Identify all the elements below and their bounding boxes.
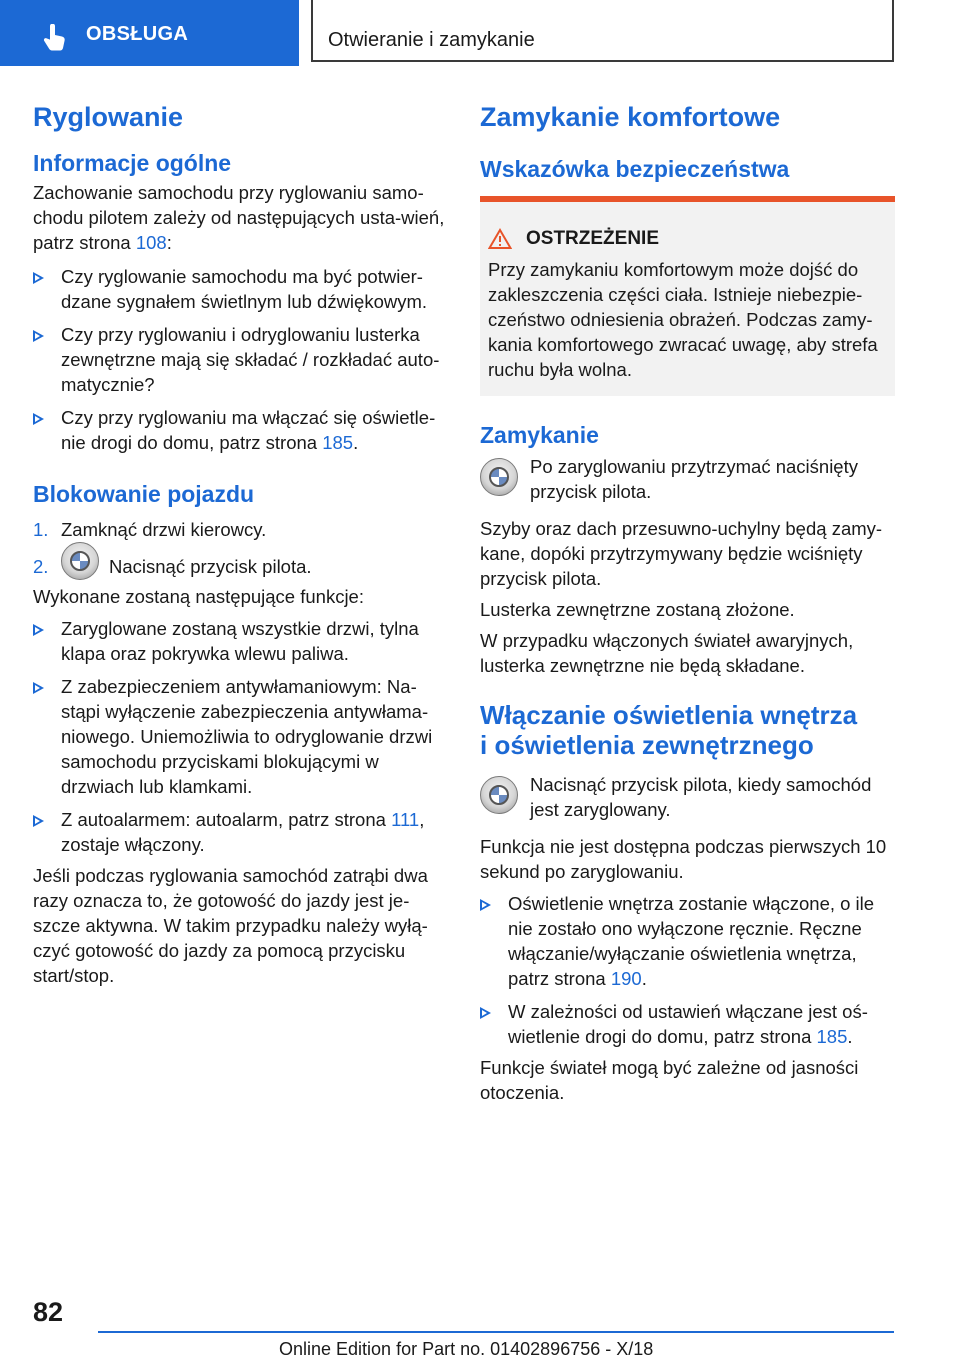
- right-column: [480, 100, 895, 1105]
- list-item: Czy przy ryglowaniu i odryglowaniu lusterka zewnętrzne mają się składać / rozkładać auto-matycznie?: [33, 322, 445, 397]
- heading-vehicle-lock: Blokowanie pojazdu: [33, 481, 255, 507]
- edition-text: Online Edition for Part no. 01402896756 - X/18: [279, 1339, 654, 1359]
- lights-p2: Funkcje świateł mogą być zależne od jasności otoczenia.: [480, 1057, 859, 1103]
- lights-p1: Funkcja nie jest dostępna podczas pierwszych 10 sekund po zaryglowaniu.: [480, 836, 887, 882]
- warning-title: OSTRZEŻENIE: [526, 228, 660, 249]
- section-tab[interactable]: [0, 0, 299, 66]
- heading-lights: Włączanie oświetlenia wnętrza i oświetlenia zewnętrznego: [480, 700, 858, 760]
- footer-divider: [98, 1331, 894, 1333]
- page-link-185[interactable]: 185: [816, 1026, 848, 1047]
- bullet-triangle-icon: [33, 413, 44, 425]
- closing-p2: Lusterka zewnętrzne zostaną złożone.: [480, 599, 795, 620]
- chapter-title: Otwieranie i zamykanie: [328, 29, 535, 51]
- heading-closing: Zamykanie: [480, 422, 599, 448]
- bullet-triangle-icon: [480, 1007, 491, 1019]
- list-item: W zależności od ustawień włączane jest oś-wietlenie drogi do domu, patrz strona 185.: [480, 999, 895, 1049]
- step-2: 2. Nacisnąć przycisk pilota.: [33, 554, 445, 580]
- page-link-108[interactable]: 108: [135, 232, 167, 253]
- closing-p3: W przypadku włączonych świateł awaryjnych, lusterka zewnętrzne nie będą składane.: [480, 630, 854, 676]
- bullet-triangle-icon: [33, 272, 44, 284]
- remote-key-icon: [61, 542, 99, 580]
- bullet-triangle-icon: [33, 330, 44, 342]
- function-bullets: [33, 616, 445, 857]
- remote-key-icon: [480, 458, 518, 496]
- lights-icon-paragraph: Nacisnąć przycisk pilota, kiedy samochód jest zaryglowany.: [480, 772, 895, 822]
- page-link-190[interactable]: 190: [610, 968, 642, 989]
- list-item: Oświetlenie wnętrza zostanie włączone, o ile nie zostało ono wyłączone ręcznie. Ręczne włączanie/wyłączanie oświetlenia wnętrza, patrz strona 190.: [480, 891, 895, 991]
- section-label: OBSŁUGA: [86, 23, 189, 45]
- left-column: [33, 100, 445, 988]
- warning-header: [488, 226, 885, 251]
- list-item: Z zabezpieczeniem antywłamaniowym: Na-stąpi wyłączenie zabezpieczenia antywłama-niowego. Uniemożliwia to odryglowanie drzwi samochodu przyciskami blokującymi w drzwiach lub klamkami.: [33, 674, 445, 799]
- closing-icon-paragraph: Po zaryglowaniu przytrzymać naciśnięty przycisk pilota.: [480, 454, 895, 504]
- list-item: Czy przy ryglowaniu ma włączać się oświetle-nie drogi do domu, patrz strona 185.: [33, 405, 445, 455]
- bullet-triangle-icon: [33, 815, 44, 827]
- list-item: Czy ryglowanie samochodu ma być potwier-dzane sygnałem świetlnym lub dźwiękowym.: [33, 264, 445, 314]
- heading-safety-note: Wskazówka bezpieczeństwa: [480, 156, 790, 182]
- warning-triangle-icon: [488, 228, 512, 250]
- bullet-triangle-icon: [33, 682, 44, 694]
- closing-p1: Szyby oraz dach przesuwno-uchylny będą zamy-kane, dopóki przytrzymywany będzie wciśnięty przycisk pilota.: [480, 518, 883, 589]
- heading-ryglowanie: Ryglowanie: [33, 102, 184, 132]
- general-bullets: [33, 264, 445, 455]
- chapter-tab: [311, 0, 894, 62]
- general-intro: Zachowanie samochodu przy ryglowaniu samo-chodu pilotem zależy od następujących usta-wień, patrz strona 108:: [33, 182, 445, 253]
- warning-box: [480, 196, 895, 396]
- warning-text: Przy zamykaniu komfortowym może dojść do zakleszczenia części ciała. Istnieje niebezpie-czeństwo odniesienia obrażeń. Podczas zamy-kania komfortowego zwracać uwagę, aby strefa ruchu była wolna.: [488, 259, 878, 380]
- bullet-triangle-icon: [480, 899, 491, 911]
- heading-general-info: Informacje ogólne: [33, 150, 232, 176]
- page-header: [0, 0, 960, 66]
- page-link-111[interactable]: 111: [391, 809, 420, 831]
- page-link-185[interactable]: 185: [322, 432, 354, 453]
- remote-key-icon: [480, 776, 518, 814]
- step-1: 1. Zamknąć drzwi kierowcy.: [33, 519, 267, 540]
- bullet-triangle-icon: [33, 624, 44, 636]
- functions-intro: Wykonane zostaną następujące funkcje:: [33, 586, 364, 608]
- hand-pointer-icon: [40, 24, 68, 52]
- lights-bullets: [480, 891, 895, 1049]
- page-number: 82: [33, 1297, 64, 1327]
- list-item: Zaryglowane zostaną wszystkie drzwi, tylna klapa oraz pokrywka wlewu paliwa.: [33, 616, 445, 666]
- heading-comfort-closing: Zamykanie komfortowe: [480, 102, 781, 132]
- closing-paragraph: Jeśli podczas ryglowania samochód zatrąbi dwa razy oznacza to, że gotowość do jazdy jest je-szcze aktywna. W takim przypadku należy wyłą-czyć gotowość do jazdy za pomocą przycisku start/stop.: [33, 865, 428, 987]
- list-item: Z autoalarmem: autoalarm, patrz strona 111, zostaje włączony.: [33, 807, 445, 857]
